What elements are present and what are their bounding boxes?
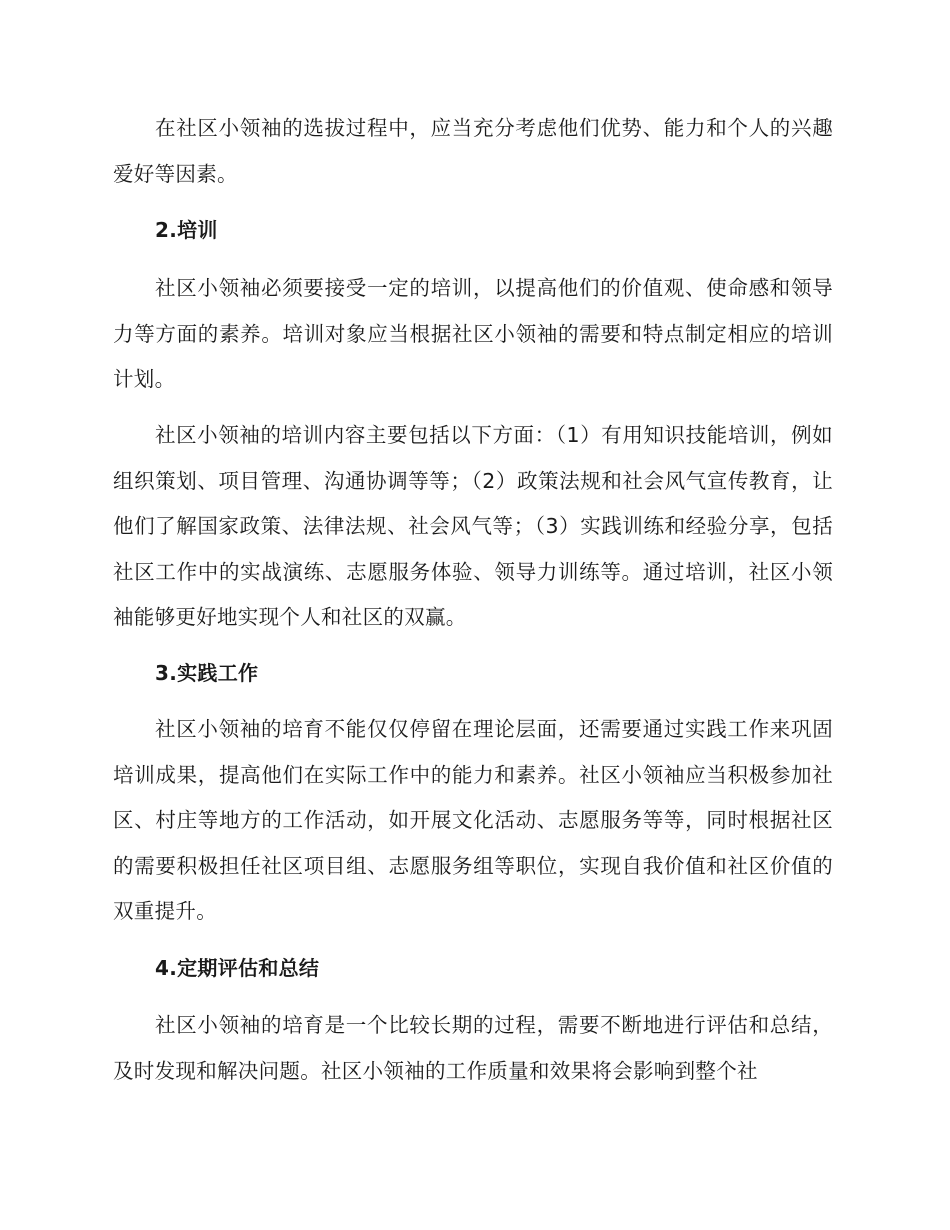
paragraph-selection-factors: 在社区小领袖的选拔过程中，应当充分考虑他们优势、能力和个人的兴趣爱好等因素。 [113, 116, 833, 186]
heading-practice-work: 3.实践工作 [155, 661, 259, 685]
paragraph-training-intro: 社区小领袖必须要接受一定的培训，以提高他们的价值观、使命感和领导力等方面的素养。培训对象应当根据社区小领袖的需要和特点制定相应的培训计划。 [113, 276, 833, 391]
heading-evaluation-summary: 4.定期评估和总结 [155, 956, 320, 980]
paragraph-practice-work: 社区小领袖的培育不能仅仅停留在理论层面，还需要通过实践工作来巩固培训成果，提高他们在实际工作中的能力和素养。社区小领袖应当积极参加社区、村庄等地方的工作活动，如开展文化活动、志愿服务等等，同时根据社区的需要积极担任社区项目组、志愿服务组等职位，实现自我价值和社区价值的双重提升。 [113, 717, 833, 923]
paragraph-evaluation-summary: 社区小领袖的培育是一个比较长期的过程，需要不断地进行评估和总结，及时发现和解决问题。社区小领袖的工作质量和效果将会影响到整个社 [113, 1013, 833, 1083]
heading-training: 2.培训 [155, 218, 218, 242]
paragraph-training-content: 社区小领袖的培训内容主要包括以下方面：（1）有用知识技能培训，例如组织策划、项目管理、沟通协调等等；（2）政策法规和社会风气宣传教育，让他们了解国家政策、法律法规、社会风气等；（3）实践训练和经验分享，包括社区工作中的实战演练、志愿服务体验、领导力训练等。通过培训，社区小领袖能够更好地实现个人和社区的双赢。 [113, 423, 833, 629]
